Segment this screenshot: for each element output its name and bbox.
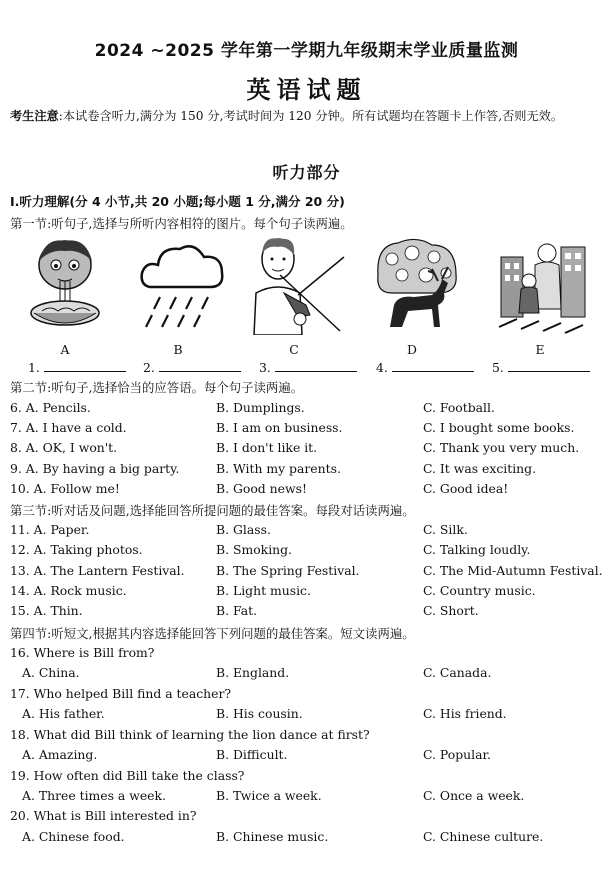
option-a[interactable]: 14. A. Rock music. bbox=[10, 583, 127, 598]
option-b[interactable]: B. Dumplings. bbox=[216, 400, 305, 415]
option-b[interactable]: B. Smoking. bbox=[216, 542, 293, 557]
option-c[interactable]: C. Good idea! bbox=[423, 481, 509, 496]
notice-label: 考生注意 bbox=[10, 109, 59, 123]
question-17: 17. Who helped Bill find a teacher? bbox=[10, 686, 232, 701]
question-row-9 bbox=[10, 461, 610, 481]
answer-blank-number: 1. bbox=[28, 360, 40, 375]
option-b[interactable]: B. His cousin. bbox=[216, 706, 303, 721]
option-a[interactable]: 6. A. Pencils. bbox=[10, 400, 91, 415]
girls-crossing-street-icon bbox=[495, 235, 590, 335]
option-b[interactable]: B. England. bbox=[216, 665, 290, 680]
option-b[interactable]: B. Fat. bbox=[216, 603, 258, 618]
option-a[interactable]: A. His father. bbox=[22, 706, 105, 721]
option-c[interactable]: C. It was exciting. bbox=[423, 461, 537, 476]
picture-label-a: A bbox=[60, 342, 70, 357]
option-c[interactable]: C. Silk. bbox=[423, 522, 468, 537]
options-19 bbox=[22, 788, 612, 808]
option-b[interactable]: B. Glass. bbox=[216, 522, 271, 537]
answer-blank-number: 5. bbox=[492, 360, 504, 375]
picture-label-c: C bbox=[289, 342, 299, 357]
options-17 bbox=[22, 706, 612, 726]
option-c[interactable]: C. Chinese culture. bbox=[423, 829, 544, 844]
answer-blank-2[interactable] bbox=[143, 360, 241, 375]
exam-notice bbox=[10, 105, 605, 127]
option-a[interactable]: A. Chinese food. bbox=[22, 829, 125, 844]
option-c[interactable]: C. Country music. bbox=[423, 583, 536, 598]
sec2-instruction: 第二节:听句子,选择恰当的应答语。每个句子读两遍。 bbox=[10, 380, 304, 395]
paper-cut-deer-icon bbox=[368, 235, 463, 335]
picture-label-e: E bbox=[535, 342, 545, 357]
option-c[interactable]: C. Football. bbox=[423, 400, 495, 415]
question-row-8 bbox=[10, 440, 610, 460]
option-a[interactable]: 12. A. Taking photos. bbox=[10, 542, 143, 557]
answer-blank-3[interactable] bbox=[259, 360, 357, 375]
question-row-14 bbox=[10, 583, 610, 603]
question-row-12 bbox=[10, 542, 610, 562]
answer-blank-number: 4. bbox=[376, 360, 388, 375]
section-title: 听力部分 bbox=[272, 163, 341, 182]
notice-text: :本试卷含听力,满分为 150 分,考试时间为 120 分钟。所有试题均在答题卡上作答,否则无效。 bbox=[58, 109, 564, 123]
option-a[interactable]: 13. A. The Lantern Festival. bbox=[10, 563, 185, 578]
option-b[interactable]: B. Twice a week. bbox=[216, 788, 322, 803]
option-b[interactable]: B. Light music. bbox=[216, 583, 311, 598]
question-row-15 bbox=[10, 603, 610, 623]
option-b[interactable]: B. I am on business. bbox=[216, 420, 343, 435]
option-c[interactable]: C. I bought some books. bbox=[423, 420, 575, 435]
question-row-13 bbox=[10, 563, 610, 583]
option-b[interactable]: B. The Spring Festival. bbox=[216, 563, 360, 578]
option-a[interactable]: 15. A. Thin. bbox=[10, 603, 83, 618]
question-row-7 bbox=[10, 420, 610, 440]
question-18: 18. What did Bill think of learning the lion dance at first? bbox=[10, 727, 370, 742]
exam-title: 2024 ~2025 学年第一学期九年级期末学业质量监测 bbox=[94, 41, 519, 61]
option-a[interactable]: A. China. bbox=[22, 665, 80, 680]
option-a[interactable]: 9. A. By having a big party. bbox=[10, 461, 180, 476]
boy-eating-noodles-icon bbox=[20, 235, 110, 335]
option-b[interactable]: B. Good news! bbox=[216, 481, 307, 496]
option-a[interactable]: A. Three times a week. bbox=[22, 788, 166, 803]
answer-blank-number: 2. bbox=[143, 360, 155, 375]
option-c[interactable]: C. Thank you very much. bbox=[423, 440, 580, 455]
option-c[interactable]: C. Short. bbox=[423, 603, 479, 618]
option-b[interactable]: B. With my parents. bbox=[216, 461, 341, 476]
option-b[interactable]: B. Chinese music. bbox=[216, 829, 329, 844]
sec3-instruction: 第三节:听对话及问题,选择能回答所提问题的最佳答案。每段对话读两遍。 bbox=[10, 503, 415, 518]
options-18 bbox=[22, 747, 612, 767]
man-playing-violin-icon bbox=[240, 235, 350, 335]
answer-blank-1[interactable] bbox=[28, 360, 126, 375]
option-a[interactable]: 7. A. I have a cold. bbox=[10, 420, 127, 435]
picture-label-d: D bbox=[407, 342, 417, 357]
question-row-11 bbox=[10, 522, 610, 542]
question-row-6 bbox=[10, 400, 610, 420]
sec1-instruction: 第一节:听句子,选择与所听内容相符的图片。每个句子读两遍。 bbox=[10, 216, 353, 231]
part-heading: Ⅰ.听力理解(分 4 小节,共 20 小题;每小题 1 分,满分 20 分) bbox=[10, 194, 345, 209]
picture-label-b: B bbox=[173, 342, 183, 357]
option-a[interactable]: 11. A. Paper. bbox=[10, 522, 90, 537]
option-c[interactable]: C. Canada. bbox=[423, 665, 492, 680]
question-16: 16. Where is Bill from? bbox=[10, 645, 155, 660]
option-c[interactable]: C. Once a week. bbox=[423, 788, 525, 803]
rain-cloud-icon bbox=[138, 235, 228, 335]
sec4-instruction: 第四节:听短文,根据其内容选择能回答下列问题的最佳答案。短文读两遍。 bbox=[10, 626, 415, 641]
question-20: 20. What is Bill interested in? bbox=[10, 808, 197, 823]
option-c[interactable]: C. Popular. bbox=[423, 747, 491, 762]
question-row-10 bbox=[10, 481, 610, 501]
options-20 bbox=[22, 829, 612, 849]
option-a[interactable]: A. Amazing. bbox=[22, 747, 98, 762]
option-a[interactable]: 10. A. Follow me! bbox=[10, 481, 120, 496]
answer-blank-number: 3. bbox=[259, 360, 271, 375]
answer-blank-4[interactable] bbox=[376, 360, 474, 375]
option-c[interactable]: C. Talking loudly. bbox=[423, 542, 531, 557]
subject-title: 英语试题 bbox=[246, 76, 367, 104]
options-16 bbox=[22, 665, 612, 685]
option-c[interactable]: C. The Mid-Autumn Festival. bbox=[423, 563, 603, 578]
option-c[interactable]: C. His friend. bbox=[423, 706, 507, 721]
option-b[interactable]: B. Difficult. bbox=[216, 747, 288, 762]
answer-blank-5[interactable] bbox=[492, 360, 590, 375]
option-a[interactable]: 8. A. OK, I won't. bbox=[10, 440, 118, 455]
question-19: 19. How often did Bill take the class? bbox=[10, 768, 245, 783]
option-b[interactable]: B. I don't like it. bbox=[216, 440, 318, 455]
